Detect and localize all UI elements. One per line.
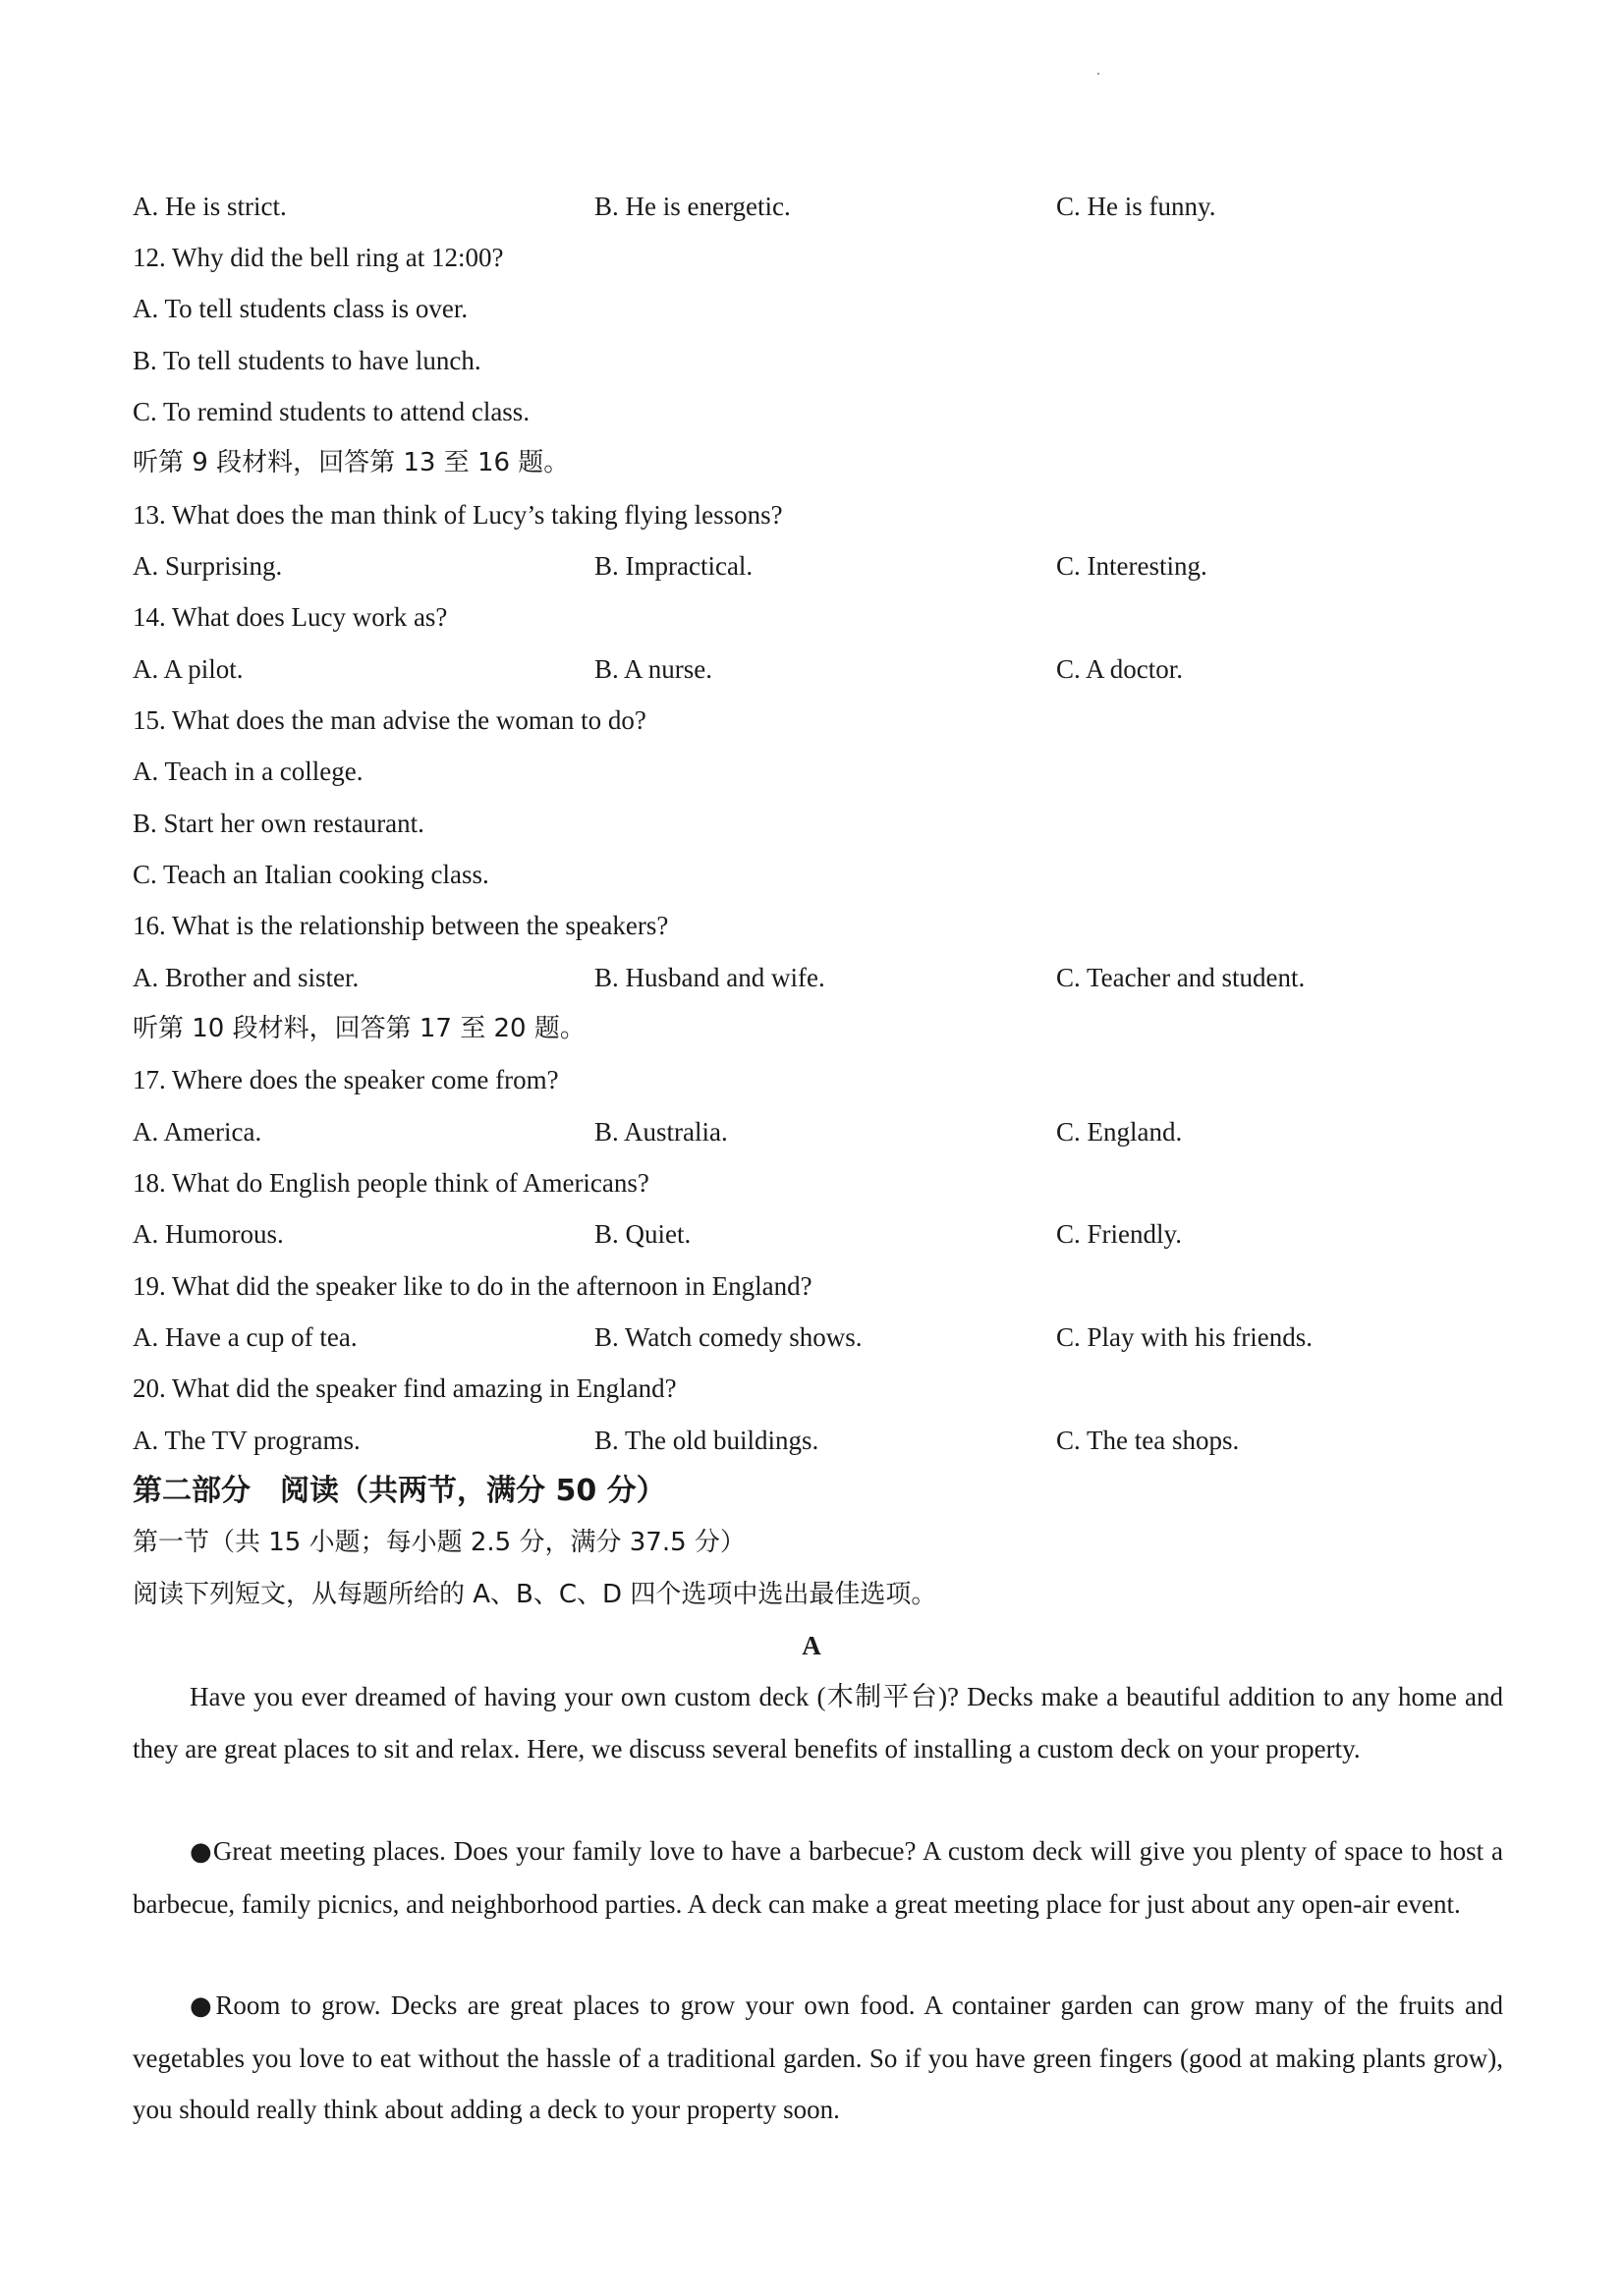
passage-paragraph-2 bbox=[133, 1980, 1503, 2136]
q14-option-a: A. A pilot. bbox=[133, 654, 244, 684]
q17-question: 17. Where does the speaker come from? bbox=[133, 1065, 559, 1094]
q19-option-c: C. Play with his friends. bbox=[1056, 1322, 1313, 1352]
q18-question: 18. What do English people think of Americans? bbox=[133, 1168, 649, 1198]
q18-option-a: A. Humorous. bbox=[133, 1219, 284, 1249]
passage-intro: Have you ever dreamed of having your own custom deck (木制平台)? Decks make a beautiful addition to any home and they are great places to sit and relax. Here, we discuss several benefits of installing a custom deck on your property. bbox=[133, 1682, 1503, 1764]
scan-speck bbox=[1097, 73, 1099, 75]
q19-question: 19. What did the speaker like to do in the afternoon in England? bbox=[133, 1271, 812, 1301]
q11-option-b: B. He is energetic. bbox=[594, 192, 791, 221]
q16-option-c: C. Teacher and student. bbox=[1056, 963, 1306, 992]
q19-option-b: B. Watch comedy shows. bbox=[594, 1322, 863, 1352]
q20-option-b: B. The old buildings. bbox=[594, 1426, 819, 1455]
bullet-icon: ● bbox=[190, 1837, 213, 1867]
bullet-icon: ● bbox=[190, 1991, 216, 2021]
q17-option-c: C. England. bbox=[1056, 1117, 1183, 1147]
q20-option-c: C. The tea shops. bbox=[1056, 1426, 1240, 1455]
q20-option-a: A. The TV programs. bbox=[133, 1426, 361, 1455]
q18-option-b: B. Quiet. bbox=[594, 1219, 692, 1249]
q12-option-c: C. To remind students to attend class. bbox=[133, 397, 531, 426]
q13-option-c: C. Interesting. bbox=[1056, 551, 1207, 581]
q13-option-a: A. Surprising. bbox=[133, 551, 283, 581]
q15-option-c: C. Teach an Italian cooking class. bbox=[133, 860, 489, 889]
q12-question: 12. Why did the bell ring at 12:00? bbox=[133, 243, 504, 272]
q18-option-c: C. Friendly. bbox=[1056, 1219, 1182, 1249]
q15-option-b: B. Start her own restaurant. bbox=[133, 809, 424, 838]
q11-option-c: C. He is funny. bbox=[1056, 192, 1216, 221]
section9-instruction: 听第 9 段材料，回答第 13 至 16 题。 bbox=[133, 448, 570, 477]
q15-question: 15. What does the man advise the woman to do? bbox=[133, 705, 646, 735]
q13-option-b: B. Impractical. bbox=[594, 551, 754, 581]
q14-option-b: B. A nurse. bbox=[594, 654, 713, 684]
paragraph-1-text: Great meeting places. Does your family love to have a barbecue? A custom deck will give you plenty of space to host a barbecue, family picnics, and neighborhood parties. A deck can make a great meeting place for just about any open-air event. bbox=[133, 1836, 1503, 1919]
q12-option-b: B. To tell students to have lunch. bbox=[133, 346, 481, 375]
q17-option-a: A. America. bbox=[133, 1117, 262, 1147]
section10-instruction: 听第 10 段材料，回答第 17 至 20 题。 bbox=[133, 1014, 586, 1043]
q15-option-a: A. Teach in a college. bbox=[133, 756, 364, 786]
q16-option-b: B. Husband and wife. bbox=[594, 963, 825, 992]
q13-question: 13. What does the man think of Lucy’s taking flying lessons? bbox=[133, 500, 783, 530]
passage-paragraph-1 bbox=[133, 1825, 1503, 1930]
paragraph-2-text: Room to grow. Decks are great places to grow your own food. A container garden can grow many of the fruits and vegetables you love to eat without the hassle of a traditional garden. So if you have green fingers (good at making plants grow), you should really think about adding a deck to your property soon. bbox=[133, 1990, 1503, 2124]
q16-question: 16. What is the relationship between the speakers? bbox=[133, 911, 669, 940]
passage-label: A bbox=[802, 1631, 821, 1660]
q14-option-c: C. A doctor. bbox=[1056, 654, 1184, 684]
q19-option-a: A. Have a cup of tea. bbox=[133, 1322, 358, 1352]
part2-heading: 第二部分 阅读（共两节，满分 50 分） bbox=[133, 1474, 666, 1508]
section1-note: 第一节（共 15 小题；每小题 2.5 分，满分 37.5 分） bbox=[133, 1528, 746, 1557]
q11-option-a: A. He is strict. bbox=[133, 192, 287, 221]
q20-question: 20. What did the speaker find amazing in England? bbox=[133, 1373, 677, 1403]
q16-option-a: A. Brother and sister. bbox=[133, 963, 360, 992]
reading-instruction: 阅读下列短文，从每题所给的 A、B、C、D 四个选项中选出最佳选项。 bbox=[133, 1580, 937, 1609]
q17-option-b: B. Australia. bbox=[594, 1117, 728, 1147]
q12-option-a: A. To tell students class is over. bbox=[133, 294, 469, 323]
q14-question: 14. What does Lucy work as? bbox=[133, 602, 448, 632]
